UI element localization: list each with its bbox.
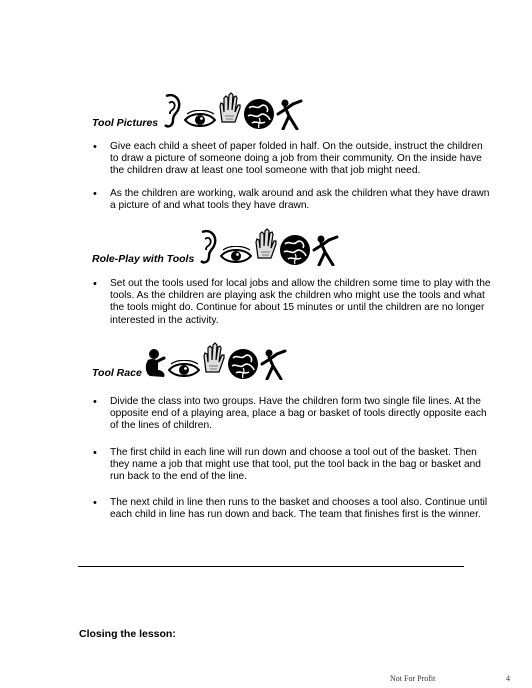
section-heading: Tool Race [92,367,142,379]
list-item: • Divide the class into two groups. Have the children form two single file lines. At the opposite end of a playing area, place a bag or basket of tools directly opposite each of the lines of children. [92,396,492,433]
list-item: • As the children are working, walk around and ask the children what they have drawn a picture of and what tools they have drawn. [92,188,492,212]
section-tool-pictures [92,92,303,130]
section-role-play [92,228,339,266]
eye-icon [168,360,200,380]
bullet-list [92,278,492,337]
closing-heading: Closing the lesson: [79,628,176,640]
horizontal-divider [78,566,464,567]
list-item: • Set out the tools used for local jobs and allow the children some time to play with the tools. As the children are playing ask the children who might use the tools and what the tools might do. Continue for about 15 minutes or until the children are no longer interested in the activity. [92,278,492,327]
bullet-list [92,396,492,532]
hand-icon [200,342,227,374]
icon-strip [196,228,339,266]
list-item: • Give each child a sheet of paper folded in half. On the outside, instruct the children to draw a picture of someone doing a job from their community. On the inside have the children draw at least one tool someone with that job might need. [92,141,492,178]
section-tool-race [92,342,287,380]
icon-strip [160,92,303,130]
stretching-person-icon [259,348,287,380]
eye-icon [220,246,252,266]
kneeling-child-icon [142,348,168,380]
list-item: • The next child in line then runs to the basket and chooses a tool also. Continue until each child in line has run down and back. The team that finishes first is the winner. [92,497,492,521]
section-heading: Role-Play with Tools [92,253,195,265]
stretching-person-icon [275,98,303,130]
ear-icon [160,94,184,130]
eye-icon [184,110,216,130]
footer-text: Not For Profit [390,674,436,683]
page-footer [390,674,510,683]
stretching-person-icon [311,234,339,266]
hand-icon [252,228,279,260]
page-number: 4 [506,674,510,683]
brain-icon [279,234,311,266]
bullet-list [92,141,492,222]
brain-icon [227,348,259,380]
ear-icon [196,230,220,266]
icon-strip [142,342,287,380]
list-item: • The first child in each line will run down and choose a tool out of the basket. Then they name a job that might use that tool, put the tool back in the bag or basket and run back to the end of the line. [92,447,492,484]
hand-icon [216,92,243,124]
brain-icon [243,98,275,130]
section-heading: Tool Pictures [92,117,159,129]
